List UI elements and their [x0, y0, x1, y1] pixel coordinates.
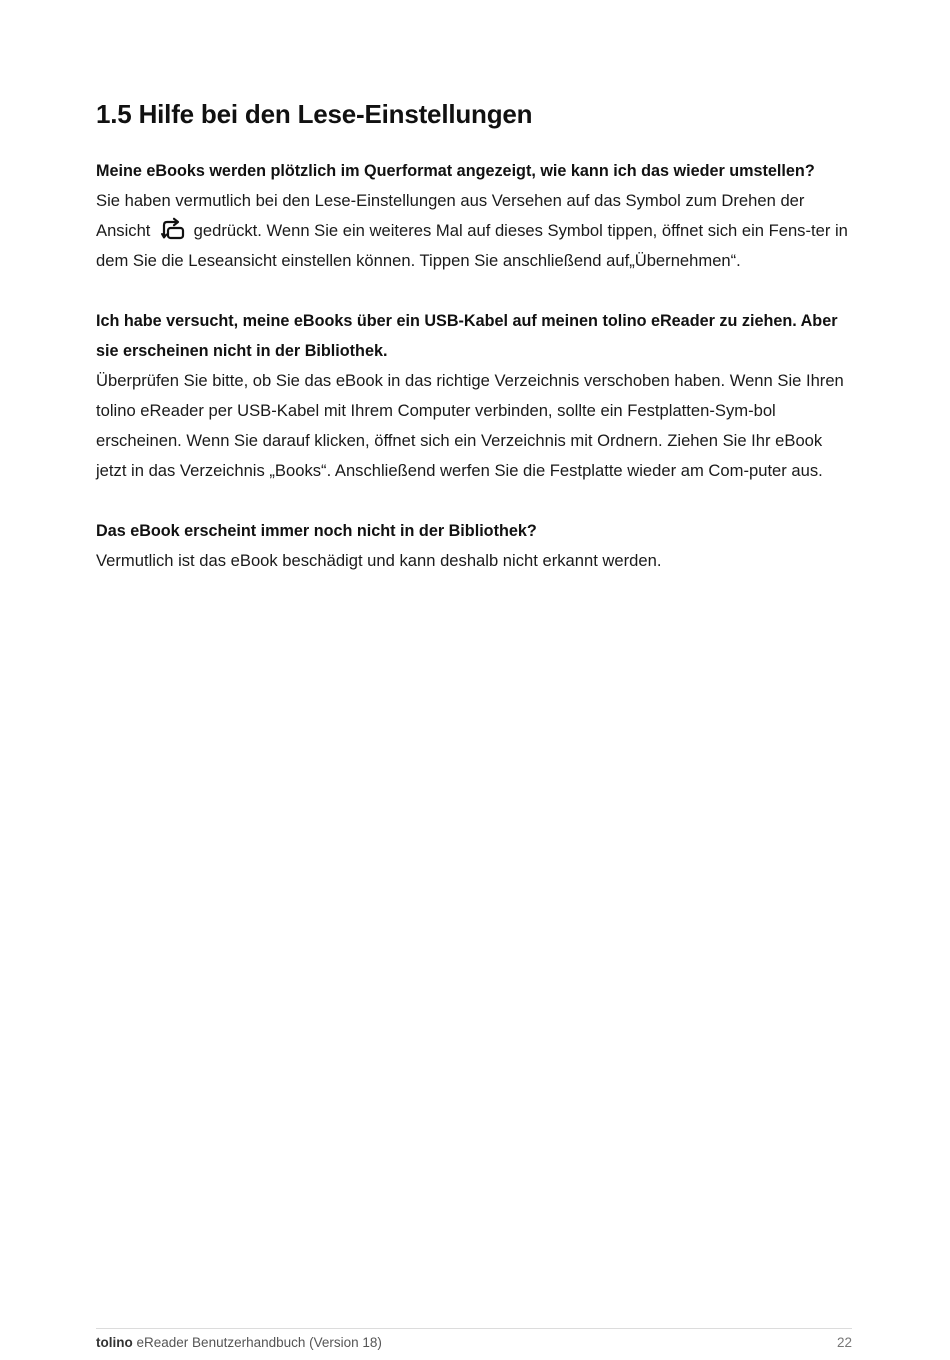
faq-question: Ich habe versucht, meine eBooks über ein USB-Kabel auf meinen tolino eReader zu ziehen. Aber sie erscheinen nicht in der Bibliothek. — [96, 312, 838, 360]
rotate-view-icon — [159, 217, 185, 241]
page-footer — [96, 1328, 852, 1350]
faq-answer-text-after-icon: gedrückt. Wenn Sie ein weiteres Mal auf dieses Symbol tippen, öffnet sich ein Fens-ter in dem Sie die Leseansicht einstellen können. Tippen Sie anschließend auf„Übernehmen“. — [96, 221, 848, 270]
faq-answer — [96, 186, 856, 276]
footer-brand: tolino — [96, 1335, 133, 1350]
faq-item-usb — [96, 306, 856, 486]
faq-item-landscape — [96, 156, 856, 276]
faq-answer: Überprüfen Sie bitte, ob Sie das eBook in das richtige Verzeichnis verschoben haben. Wenn Sie Ihren tolino eReader per USB-Kabel mit Ihrem Computer verbinden, sollte ein Festplatten-Sym-bol erscheinen. Wenn Sie darauf klicken, öffnet sich ein Verzeichnis mit Ordnern. Ziehen Sie Ihr eBook jetzt in das Verzeichnis „Books“. Anschließend werfen Sie die Festplatte wieder am Com-puter aus. — [96, 371, 844, 480]
faq-question: Das eBook erscheint immer noch nicht in der Bibliothek? — [96, 522, 537, 540]
footer-manual-title: eReader Benutzerhandbuch (Version 18) — [136, 1335, 382, 1350]
page-number: 22 — [836, 1335, 852, 1350]
footer-title — [96, 1335, 382, 1350]
faq-answer-text-before-icon: Sie haben vermutlich bei den Lese-Einstellungen aus Versehen auf das Symbol zum Drehen der Ansicht — [96, 191, 805, 240]
faq-item-damaged — [96, 516, 856, 576]
faq-answer: Vermutlich ist das eBook beschädigt und kann deshalb nicht erkannt werden. — [96, 551, 662, 570]
page-content — [96, 94, 856, 606]
faq-question: Meine eBooks werden plötzlich im Querformat angezeigt, wie kann ich das wieder umstellen? — [96, 162, 815, 180]
section-heading: 1.5 Hilfe bei den Lese-Einstellungen — [96, 99, 533, 129]
